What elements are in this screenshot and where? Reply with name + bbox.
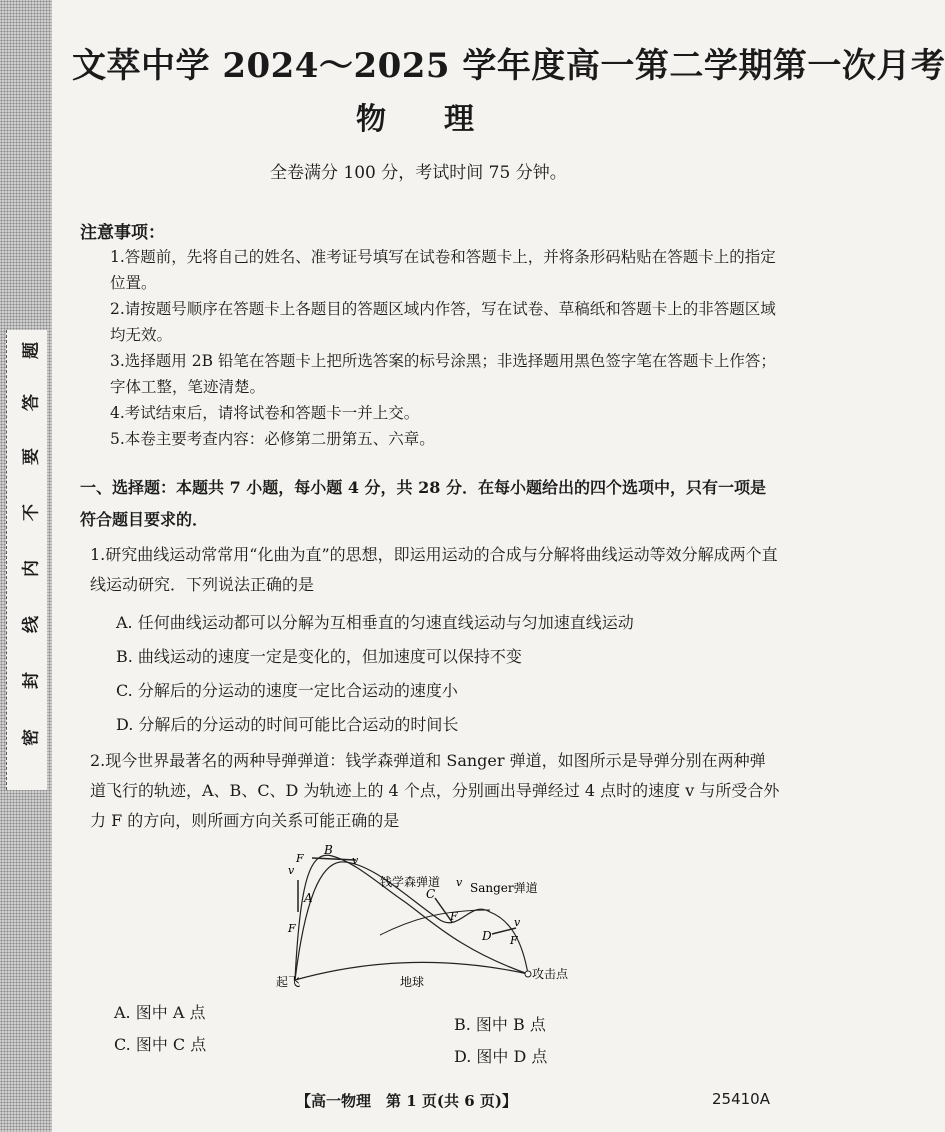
velocity-label: v [352, 854, 359, 867]
note-item: 3.选择题用 2B 铅笔在答题卡上把所选答案的标号涂黑；非选择题用黑色签字笔在答题卡上作答；字体工整，笔迹清楚。 [110, 352, 776, 396]
force-label: F [296, 852, 304, 865]
binding-margin [0, 0, 52, 1132]
binding-char: 线 [21, 616, 42, 633]
section-heading: 一、选择题：本题共 7 小题，每小题 4 分，共 28 分．在每小题给出的四个选项中，只有一项是符合题目要求的． [80, 478, 766, 529]
paper-code: 25410A [712, 1090, 770, 1108]
q1-option-c: C. 分解后的分运动的速度一定比合运动的速度小 [116, 681, 458, 700]
seal-line-strip [6, 330, 47, 790]
subject-title: 物理 [356, 102, 532, 137]
force-label: F [510, 934, 518, 947]
page-footer: 【高一物理 第 1 页(共 6 页)】 [296, 1092, 517, 1110]
score-time-line: 全卷满分 100 分，考试时间 75 分钟。 [270, 163, 567, 183]
binding-char: 内 [21, 560, 42, 577]
point-label-d: D [482, 929, 492, 943]
q2-option-c: C. 图中 C 点 [114, 1035, 207, 1054]
target-point [525, 971, 531, 977]
q1-option-b: B. 曲线运动的速度一定是变化的，但加速度可以保持不变 [116, 647, 522, 666]
binding-char: 不 [21, 504, 42, 521]
point-label-c: C [426, 887, 436, 901]
trajectory-diagram [260, 840, 569, 995]
target-label: 攻击点 [532, 967, 569, 981]
q2-option-d: D. 图中 D 点 [454, 1047, 548, 1066]
qian-label: 钱学森弹道 [380, 875, 441, 889]
velocity-label: v [456, 876, 463, 889]
takeoff-label: 起飞 [276, 975, 301, 989]
point-label-a: A [304, 891, 313, 905]
sanger-bridge [380, 910, 490, 935]
q2-option-a: A. 图中 A 点 [114, 1003, 206, 1022]
notes-heading: 注意事项： [80, 223, 165, 243]
point-label-b: B [324, 843, 333, 857]
note-item: 1.答题前，先将自己的姓名、准考证号填写在试卷和答题卡上，并将条形码粘贴在答题卡上的指定位置。 [110, 248, 776, 292]
q2-option-b: B. 图中 B 点 [454, 1015, 546, 1034]
q1-option-d: D. 分解后的分运动的时间可能比合运动的时间长 [116, 715, 459, 734]
velocity-label: v [514, 916, 521, 929]
arrow-b [312, 858, 356, 860]
binding-char: 封 [21, 672, 42, 689]
force-label: F [450, 910, 458, 923]
note-item: 4.考试结束后，请将试卷和答题卡一并上交。 [110, 404, 420, 422]
qian-trajectory [295, 855, 528, 980]
exam-title: 文萃中学 2024～2025 学年度高一第二学期第一次月考 [72, 46, 945, 86]
note-item: 5.本卷主要考查内容：必修第二册第五、六章。 [110, 430, 435, 448]
binding-char: 要 [21, 448, 42, 465]
velocity-label: v [288, 864, 295, 877]
question-1-stem: 1.研究曲线运动常常用“化曲为直”的思想，即运用运动的合成与分解将曲线运动等效分解成两个直线运动研究．下列说法正确的是 [90, 545, 778, 594]
earth-label: 地球 [400, 975, 425, 989]
force-label: F [288, 922, 296, 935]
binding-char: 题 [21, 342, 42, 359]
q1-option-a: A. 任何曲线运动都可以分解为互相垂直的匀速直线运动与匀加速直线运动 [116, 613, 634, 632]
note-item: 2.请按题号顺序在答题卡上各题目的答题区域内作答，写在试卷、草稿纸和答题卡上的非答题区域均无效。 [110, 300, 776, 344]
question-2-stem: 2.现今世界最著名的两种导弹弹道：钱学森弹道和 Sanger 弹道，如图所示是导弹分别在两种弹道飞行的轨迹，A、B、C、D 为轨迹上的 4 个点，分别画出导弹经过 4 点时的速度 v 与所受合外力 F 的方向，则所画方向关系可能正确的是 [90, 751, 780, 830]
sanger-label: Sanger弹道 [470, 881, 538, 895]
binding-char: 答 [21, 394, 42, 411]
binding-char: 密 [21, 729, 42, 746]
